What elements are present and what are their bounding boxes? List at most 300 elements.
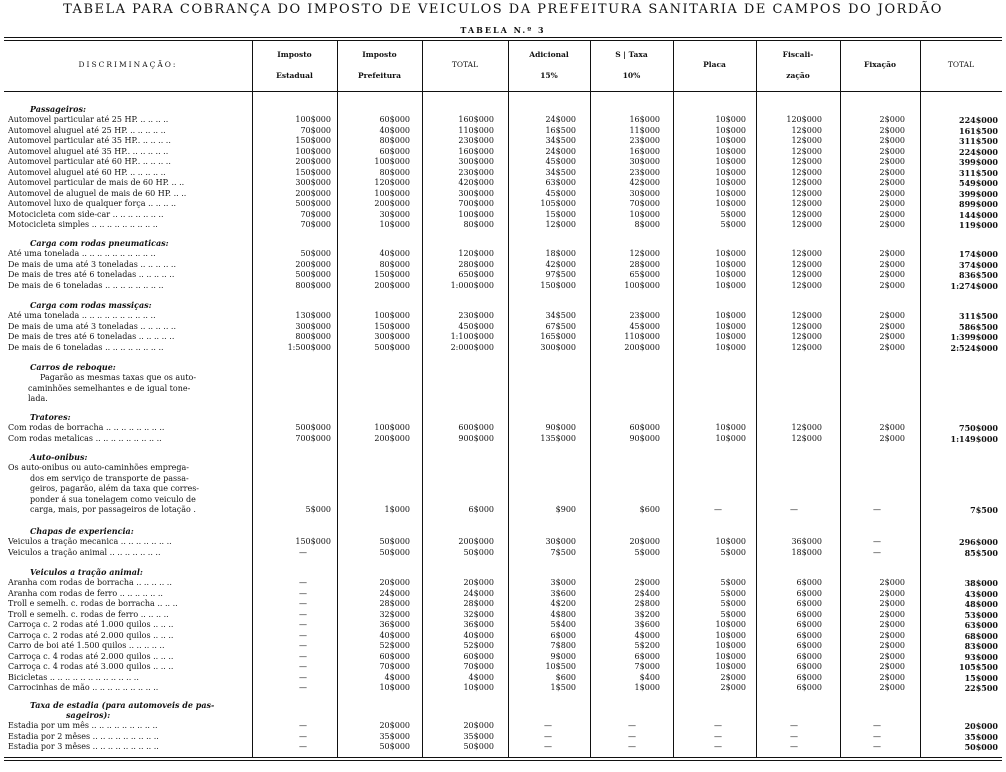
table-cell: 120$000 (374, 178, 410, 187)
table-cell: 24$000 (463, 588, 494, 598)
section-passageiros: Passageiros: (30, 104, 86, 114)
header-total-final: TOTAL (947, 60, 975, 69)
table-cell: 6$000 (796, 630, 822, 640)
table-cell: 700$000 (295, 433, 331, 443)
table-cell: 300$000 (458, 157, 494, 166)
table-cell: 100$000 (374, 423, 410, 432)
table-cell: 100$000 (624, 280, 660, 290)
table-cell: 10$000 (715, 167, 746, 177)
table-cell: 40$000 (379, 249, 410, 258)
table-cell: — (299, 599, 307, 608)
table-cell: — (714, 721, 722, 730)
table-cell: — (628, 721, 636, 730)
row-description: Carroça c. 4 rodas até 3.000 quilos .. .. .. (8, 662, 174, 671)
table-cell: 10$000 (629, 209, 660, 219)
table-cell: 34$500 (545, 136, 576, 145)
table-cell: 2$000 (720, 672, 746, 682)
row-total: 311$500 (959, 167, 998, 178)
table-cell: 50$000 (379, 537, 410, 546)
table-cell: 230$000 (458, 311, 494, 320)
table-cell: 20$000 (379, 721, 410, 730)
row-total: 2:524$000 (950, 342, 998, 353)
table-cell: 65$000 (629, 270, 660, 279)
table-cell: 2$000 (879, 578, 905, 587)
table-cell: 2$000 (879, 620, 905, 629)
table-cell: 28$000 (463, 599, 494, 608)
table-cell: 1:000$000 (450, 280, 494, 290)
table-cell: — (299, 641, 307, 650)
table-cell: — (790, 731, 798, 741)
table-cell: 150$000 (295, 136, 331, 145)
header-selo-taxa-line2: 10% (622, 71, 641, 80)
table-cell: 6$000 (796, 651, 822, 661)
table-cell: 5$000 (305, 505, 331, 514)
row-description: De mais de tres até 6 toneladas .. .. .. .. .. (8, 270, 175, 279)
table-cell: 12$000 (791, 321, 822, 331)
table-cell: 24$000 (545, 115, 576, 124)
table-cell: 10$000 (715, 270, 746, 279)
table-cell: 2$000 (879, 209, 905, 219)
table-cell: 6$000 (796, 641, 822, 650)
section-carga-massicas: Carga com rodas massiças: (30, 300, 152, 310)
table-cell: 50$000 (300, 249, 331, 258)
table-cell: 5$200 (634, 641, 660, 650)
table-cell: 28$000 (379, 599, 410, 608)
table-cell: 32$000 (463, 609, 494, 619)
table-cell: 6$000 (796, 662, 822, 671)
table-cell: 36$000 (791, 537, 822, 546)
table-cell: — (299, 578, 307, 587)
row-description: Motocicleta com side-car .. .. .. .. .. .. .. (8, 209, 164, 219)
row-total: 38$000 (964, 578, 998, 588)
table-cell: — (714, 505, 722, 514)
table-cell: 4$000 (634, 630, 660, 640)
table-cell: 52$000 (379, 641, 410, 650)
table-cell: 5$000 (720, 209, 746, 219)
table-cell: — (299, 630, 307, 640)
table-cell: 2$000 (879, 630, 905, 640)
table-cell: 10$000 (715, 178, 746, 187)
table-cell: 45$000 (545, 188, 576, 198)
row-description: Carroça c. 2 rodas até 1.000 quilos .. .. .. (8, 620, 174, 629)
table-cell: 12$000 (545, 220, 576, 229)
table-cell: 2$000 (879, 433, 905, 443)
table-cell: — (299, 620, 307, 629)
table-cell: 5$400 (550, 620, 576, 629)
section-reboque: Carros de reboque: (30, 362, 116, 372)
table-cell: 1:100$000 (450, 332, 494, 341)
row-description: Com rodas de borracha .. .. .. .. .. .. .. .. (8, 423, 165, 432)
table-cell: 2$000 (879, 125, 905, 135)
row-description: Bicicletas .. .. .. .. .. .. .. .. .. .. .. .. (8, 672, 139, 682)
header-imposto-estadual-line1: Imposto (277, 50, 312, 59)
table-cell: 2$000 (879, 641, 905, 650)
table-cell: 12$000 (791, 332, 822, 341)
table-cell: 165$000 (540, 332, 576, 341)
table-cell: 130$000 (295, 311, 331, 320)
table-cell: 18$000 (545, 249, 576, 258)
table-cell: 2$000 (879, 270, 905, 279)
table-cell: 3$000 (550, 578, 576, 587)
table-cell: 70$000 (300, 209, 331, 219)
row-description: Estadia por 2 mêses .. .. .. .. .. .. .. .. .. (8, 731, 159, 741)
table-cell: — (873, 721, 881, 730)
table-cell: 52$000 (463, 641, 494, 650)
table-cell: 300$000 (458, 188, 494, 198)
row-total: 22$500 (964, 683, 998, 693)
table-cell: 2$000 (879, 599, 905, 608)
onibus-text-line: geiros, pagarão, além da taxa que corres- (30, 484, 199, 493)
table-cell: 100$000 (374, 188, 410, 198)
row-total: 1:149$000 (950, 433, 998, 444)
table-cell: 4$000 (468, 672, 494, 682)
header-discriminacao: DISCRIMINAÇÃO: (78, 60, 178, 69)
table-cell: 10$000 (715, 342, 746, 352)
table-cell: 160$000 (458, 146, 494, 156)
table-cell: 10$000 (379, 683, 410, 692)
section-taxa-estadia: Taxa de estadia (para automoveis de pas- (30, 700, 215, 710)
table-cell: 230$000 (458, 136, 494, 145)
table-cell: 3$600 (550, 588, 576, 598)
table-cell: 40$000 (379, 630, 410, 640)
row-total: 63$000 (964, 620, 998, 630)
table-cell: — (873, 742, 881, 751)
table-cell: 10$000 (715, 311, 746, 320)
table-cell: 2$000 (879, 321, 905, 331)
table-cell: 300$000 (374, 332, 410, 341)
table-cell: 2$000 (879, 662, 905, 671)
table-cell: 150$000 (540, 280, 576, 290)
table-cell: 300$000 (540, 342, 576, 352)
table-cell: 500$000 (295, 270, 331, 279)
row-total: 586$500 (959, 321, 998, 332)
table-cell: 50$000 (463, 547, 494, 557)
table-cell: 3$200 (634, 609, 660, 619)
table-cell: 12$000 (791, 342, 822, 352)
table-cell: 600$000 (458, 423, 494, 432)
table-cell: 18$000 (791, 547, 822, 557)
table-cell: 34$500 (545, 167, 576, 177)
table-cell: 650$000 (458, 270, 494, 279)
row-description: Automovel de aluguel de mais de 60 HP. .. .. (8, 188, 187, 198)
table-cell: 5$000 (720, 599, 746, 608)
row-description: Veiculos a tração mecanica .. .. .. .. .. .. .. (8, 537, 172, 546)
reboque-text-line: caminhões semelhantes e de igual tone- (28, 383, 191, 393)
table-cell: — (714, 731, 722, 741)
row-total: 224$000 (959, 115, 998, 125)
table-cell: 6$000 (468, 505, 494, 514)
table-cell: 10$000 (715, 157, 746, 166)
table-cell: 110$000 (624, 332, 660, 341)
table-cell: 70$000 (300, 125, 331, 135)
table-cell: 20$000 (463, 721, 494, 730)
table-cell: 45$000 (629, 321, 660, 331)
table-cell: 2$400 (634, 588, 660, 598)
table-cell: 10$000 (715, 146, 746, 156)
table-cell: 10$000 (715, 620, 746, 629)
row-total: 174$000 (959, 249, 998, 259)
table-cell: 2$000 (879, 249, 905, 258)
table-cell: 2$000 (879, 220, 905, 229)
table-cell: 10$000 (715, 423, 746, 432)
table-cell: 2$000 (879, 342, 905, 352)
row-total: 836$500 (959, 270, 998, 280)
row-description: Até uma tonelada .. .. .. .. .. .. .. .. .. .. (8, 311, 156, 320)
table-cell: 6$000 (796, 609, 822, 619)
table-cell: 15$000 (545, 209, 576, 219)
table-cell: 800$000 (295, 332, 331, 341)
table-cell: 900$000 (458, 433, 494, 443)
row-total: 899$000 (959, 199, 998, 209)
table-cell: 4$200 (550, 599, 576, 608)
table-cell: 6$000 (796, 588, 822, 598)
table-cell: 36$000 (463, 620, 494, 629)
table-cell: 10$000 (715, 537, 746, 546)
table-cell: 120$000 (786, 115, 822, 124)
table-cell: 12$000 (791, 199, 822, 208)
table-cell: 2$000 (879, 259, 905, 269)
table-cell: 10$000 (715, 136, 746, 145)
section-carga-pneumaticas: Carga com rodas pneumaticas: (30, 238, 169, 248)
table-cell: 16$000 (629, 115, 660, 124)
table-cell: 2$000 (879, 311, 905, 320)
table-cell: 150$000 (374, 321, 410, 331)
row-total: 20$000 (964, 721, 998, 731)
table-cell: 2$000 (879, 332, 905, 341)
table-cell: 500$000 (295, 423, 331, 432)
table-cell: 24$000 (379, 588, 410, 598)
table-cell: 16$500 (545, 125, 576, 135)
table-cell: 10$000 (715, 249, 746, 258)
row-total: 1:399$000 (950, 332, 998, 342)
section-tracao-animal: Veiculos a tração animal: (30, 567, 143, 577)
table-cell: 10$000 (715, 662, 746, 671)
table-cell: 50$000 (379, 547, 410, 557)
table-cell: 23$000 (629, 311, 660, 320)
row-total: 311$500 (959, 311, 998, 321)
table-cell: 7$500 (550, 547, 576, 557)
header-fixacao: Fixação (864, 60, 896, 69)
table-cell: 70$000 (379, 662, 410, 671)
row-total: 224$000 (959, 146, 998, 157)
table-cell: 200$000 (295, 188, 331, 198)
table-cell: 6$000 (634, 651, 660, 661)
table-cell: 3$600 (634, 620, 660, 629)
table-cell: 6$000 (796, 683, 822, 692)
table-cell: 100$000 (374, 157, 410, 166)
table-cell: 10$000 (379, 220, 410, 229)
row-description: Automovel aluguel até 25 HP. .. .. .. .. .. (8, 125, 166, 135)
row-total: 549$000 (959, 178, 998, 188)
onibus-text-line: dos em serviço de transporte de passa- (30, 473, 189, 483)
table-cell: 2$000 (720, 683, 746, 692)
table-cell: 10$000 (715, 332, 746, 341)
table-cell: 12$000 (791, 280, 822, 290)
table-cell: $600 (639, 505, 660, 514)
table-cell: — (299, 683, 307, 692)
table-cell: 12$000 (791, 136, 822, 145)
table-cell: 12$000 (791, 259, 822, 269)
header-fiscalizacao-line2: zação (786, 71, 810, 80)
table-cell: 10$000 (715, 188, 746, 198)
table-cell: 6$000 (796, 620, 822, 629)
table-cell: 67$500 (545, 321, 576, 331)
table-cell: 12$000 (791, 167, 822, 177)
table-cell: 2$000 (879, 178, 905, 187)
table-cell: 2$000 (879, 280, 905, 290)
table-cell: 60$000 (379, 651, 410, 661)
table-cell: 12$000 (791, 270, 822, 279)
row-description: Estadia por 3 mêses .. .. .. .. .. .. .. .. .. (8, 742, 159, 751)
table-cell: 10$500 (545, 662, 576, 671)
top-rule (4, 37, 1002, 38)
table-cell: 200$000 (374, 280, 410, 290)
table-cell: 12$000 (791, 423, 822, 432)
header-adicional-line1: Adicional (529, 50, 569, 59)
table-cell: 12$000 (791, 157, 822, 166)
table-cell: 20$000 (629, 537, 660, 546)
row-description: Carro de boi até 1.500 quilos .. .. .. .. .. (8, 641, 165, 650)
table-cell: — (299, 742, 307, 751)
section-chapas-experiencia: Chapas de experiencia: (30, 526, 134, 536)
table-cell: 6$000 (796, 672, 822, 682)
table-cell: 90$000 (629, 433, 660, 443)
table-cell: 200$000 (624, 342, 660, 352)
onibus-text-line: carga, mais, por passageiros de lotação . (30, 505, 196, 514)
row-description: Motocicleta simples .. .. .. .. .. .. .. .. .. (8, 220, 158, 229)
table-cell: 1$000 (634, 683, 660, 692)
table-cell: 50$000 (463, 742, 494, 751)
table-cell: 20$000 (463, 578, 494, 587)
row-description: Carroça c. 2 rodas até 2.000 quilos .. .. .. (8, 630, 174, 640)
table-cell: 70$000 (629, 199, 660, 208)
row-description: Automovel particular de mais de 60 HP. .. .. (8, 178, 185, 187)
row-description: Veiculos a tração animal .. .. .. .. .. .. .. (8, 547, 161, 557)
row-description: Automovel particular até 35 HP.. .. .. .. .. (8, 136, 171, 145)
table-cell: 10$000 (715, 259, 746, 269)
table-cell: 10$000 (715, 115, 746, 124)
table-cell: 12$000 (791, 178, 822, 187)
reboque-text-line: lada. (28, 394, 48, 403)
table-cell: 420$000 (458, 178, 494, 187)
table-cell: 12$000 (629, 249, 660, 258)
table-cell: — (628, 742, 636, 751)
table-cell: $900 (555, 505, 576, 514)
header-imposto-prefeitura-line2: Prefeitura (358, 71, 401, 80)
bottom-rule (4, 757, 1002, 758)
table-cell: 35$000 (463, 731, 494, 741)
row-description: Estadia por um mês .. .. .. .. .. .. .. .. .. (8, 721, 158, 730)
row-description: Aranha com rodas de borracha .. .. .. .. .. (8, 578, 172, 587)
table-cell: 80$000 (463, 220, 494, 229)
table-cell: 30$000 (629, 157, 660, 166)
table-cell: 90$000 (545, 423, 576, 432)
table-cell: 2$000 (879, 157, 905, 166)
table-cell: 36$000 (379, 620, 410, 629)
table-cell: 9$000 (550, 651, 576, 661)
table-cell: 110$000 (458, 125, 494, 135)
table-cell: 6$000 (796, 578, 822, 587)
table-cell: 2$000 (879, 588, 905, 598)
table-cell: — (873, 505, 881, 514)
table-cell: 100$000 (295, 115, 331, 124)
table-cell: 2$000 (879, 167, 905, 177)
table-cell: 5$000 (720, 220, 746, 229)
table-cell: — (299, 672, 307, 682)
table-cell: 4$000 (384, 672, 410, 682)
table-cell: 2$000 (879, 146, 905, 156)
onibus-text-line: ponder á sua tonelagem como veiculo de (30, 494, 196, 504)
table-cell: $400 (639, 672, 660, 682)
table-cell: 5$000 (720, 547, 746, 557)
reboque-text-line: Pagarão as mesmas taxas que os auto- (40, 373, 197, 382)
row-description: Carrocinhas de mão .. .. .. .. .. .. .. .. .. (8, 683, 159, 692)
row-description: Até uma tonelada .. .. .. .. .. .. .. .. .. .. (8, 249, 156, 258)
row-description: Aranha com rodas de ferro .. .. .. .. .. .. (8, 588, 163, 598)
table-cell: 10$000 (715, 641, 746, 650)
table-cell: 30$000 (629, 188, 660, 198)
table-cell: 5$000 (720, 609, 746, 619)
table-cell: 5$000 (634, 547, 660, 557)
row-total: 43$000 (964, 588, 998, 599)
table-cell: 300$000 (295, 178, 331, 187)
table-cell: — (299, 731, 307, 741)
table-cell: 40$000 (379, 125, 410, 135)
table-cell: 150$000 (295, 167, 331, 177)
row-total: 105$500 (959, 662, 998, 672)
row-total: 85$500 (964, 547, 998, 558)
table-cell: 30$000 (379, 209, 410, 219)
row-total: 15$000 (964, 672, 998, 683)
table-cell: 135$000 (540, 433, 576, 443)
header-placa: Placa (703, 60, 726, 69)
table-cell: 100$000 (458, 209, 494, 219)
row-total: 35$000 (964, 731, 998, 742)
row-description: Automovel luxo de qualquer força .. .. .. .. (8, 199, 177, 208)
table-cell: 10$000 (715, 651, 746, 661)
table-cell: 6$000 (796, 599, 822, 608)
table-cell: 10$000 (463, 683, 494, 692)
section-tratores: Tratores: (30, 412, 71, 422)
bottom-rule-thin (4, 760, 1002, 761)
table-cell: — (873, 731, 881, 741)
row-total: 50$000 (964, 742, 998, 752)
table-cell: 42$000 (629, 178, 660, 187)
row-description: Carroça c. 4 rodas até 2.000 quilos .. .. .. (8, 651, 174, 661)
table-cell: 7$000 (634, 662, 660, 671)
table-cell: 300$000 (295, 321, 331, 331)
table-cell: 24$000 (545, 146, 576, 156)
table-cell: 10$000 (715, 433, 746, 443)
row-total: 48$000 (964, 599, 998, 609)
table-cell: 60$000 (463, 651, 494, 661)
row-description: De mais de 6 toneladas .. .. .. .. .. .. .. .. (8, 280, 164, 290)
table-cell: 10$000 (715, 199, 746, 208)
table-cell: — (790, 721, 798, 730)
table-cell: 700$000 (458, 199, 494, 208)
table-cell: 5$000 (720, 578, 746, 587)
page-title: TABELA PARA COBRANÇA DO IMPOSTO DE VEICULOS DA PREFEITURA SANITARIA DE CAMPOS DO JORDÃO (63, 2, 943, 17)
table-cell: 60$000 (629, 423, 660, 432)
row-total: 399$000 (959, 188, 998, 199)
table-cell: 2$000 (634, 578, 660, 587)
header-rule (4, 91, 1002, 92)
table-cell: $600 (555, 672, 576, 682)
header-imposto-prefeitura-line1: Imposto (362, 50, 397, 59)
table-cell: — (714, 742, 722, 751)
row-total: 750$000 (959, 423, 998, 433)
table-cell: 100$000 (295, 146, 331, 156)
